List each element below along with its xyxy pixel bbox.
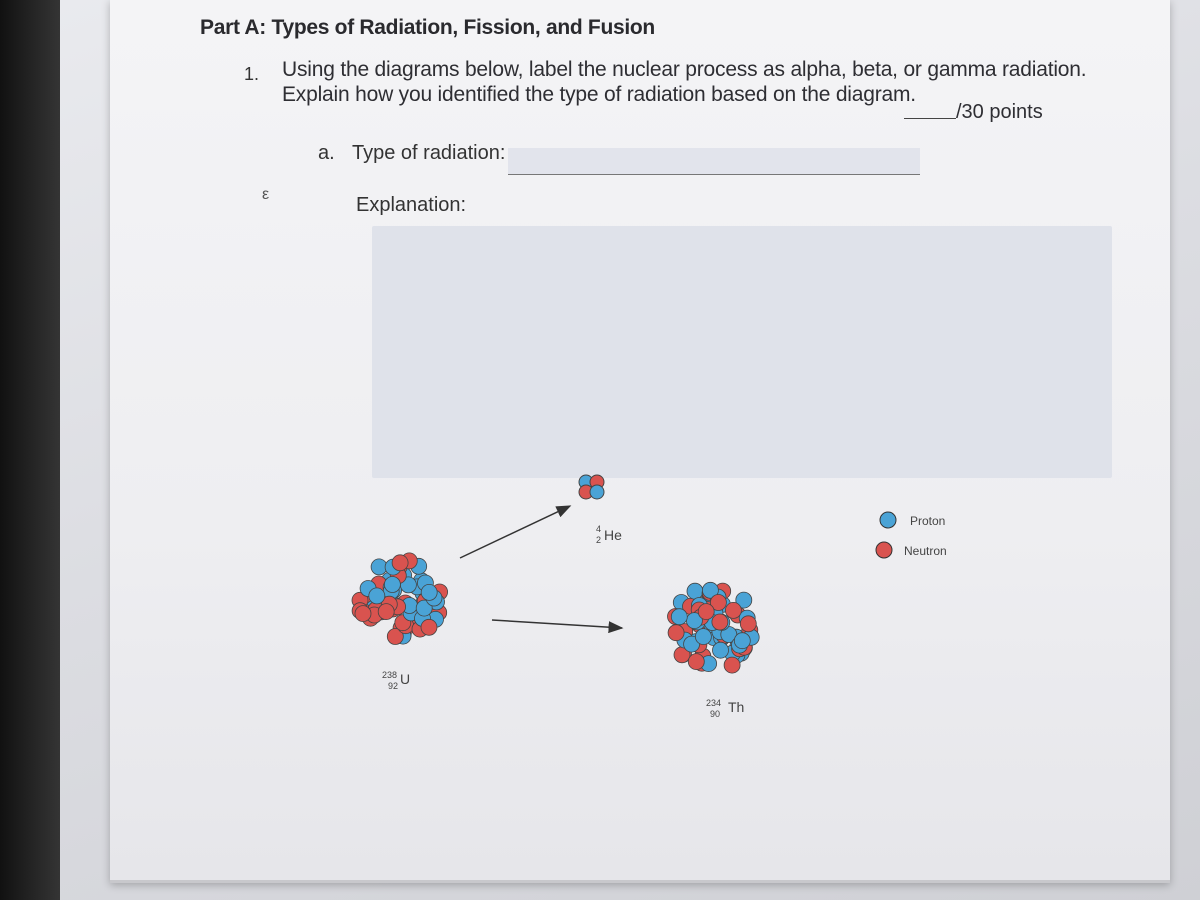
- nucleon: [712, 614, 728, 630]
- question-text-line2: Explain how you identified the type of radiation based on the diagram.: [282, 83, 916, 106]
- explanation-input[interactable]: [372, 226, 1112, 478]
- type-of-radiation-input[interactable]: [508, 148, 920, 175]
- margin-mark: ε: [262, 186, 270, 203]
- nucleon: [698, 604, 714, 620]
- question-text-line1: Using the diagrams below, label the nuclear process as alpha, beta, or gamma radiation.: [282, 58, 1087, 81]
- nucleon: [668, 625, 684, 641]
- nucleon: [421, 619, 437, 635]
- nucleon: [725, 602, 741, 618]
- helium-label: 4 2 He: [596, 524, 622, 545]
- uranium-nucleus: [352, 553, 448, 645]
- nucleon: [384, 577, 400, 593]
- points-label: /30 points: [956, 101, 1043, 123]
- alpha-decay-diagram: [300, 470, 1000, 750]
- neutron-legend-label: Neutron: [904, 544, 947, 558]
- nucleon: [378, 604, 394, 620]
- proton-particle: [590, 485, 604, 499]
- proton-legend-label: Proton: [910, 514, 946, 528]
- nucleon: [392, 555, 408, 571]
- thorium-label: 234 90 Th: [706, 698, 745, 719]
- uranium-label: 238 92 U: [382, 670, 411, 691]
- nucleon: [671, 609, 687, 625]
- subquestion-letter: a.: [318, 142, 335, 164]
- alpha-particle: [579, 475, 604, 499]
- nucleon: [369, 588, 385, 604]
- points-blank: [904, 118, 956, 119]
- emission-arrow: [460, 506, 570, 558]
- proton-legend-icon: [880, 512, 896, 528]
- nucleon: [355, 606, 371, 622]
- nucleon: [371, 559, 387, 575]
- nucleon: [713, 642, 729, 658]
- neutron-legend-icon: [876, 542, 892, 558]
- thorium-nucleus: [668, 582, 760, 673]
- type-of-radiation-label: Type of radiation:: [352, 142, 506, 164]
- nucleon: [734, 633, 750, 649]
- explanation-label: Explanation:: [356, 194, 467, 216]
- page-title: Part A: Types of Radiation, Fission, and Fusion: [200, 16, 655, 39]
- decay-arrow: [492, 620, 622, 628]
- nucleon: [740, 616, 756, 632]
- nucleon: [688, 654, 704, 670]
- nucleon: [724, 657, 740, 673]
- nucleon: [687, 583, 703, 599]
- nucleon: [695, 629, 711, 645]
- nucleon: [421, 584, 437, 600]
- question-number: 1.: [244, 64, 260, 84]
